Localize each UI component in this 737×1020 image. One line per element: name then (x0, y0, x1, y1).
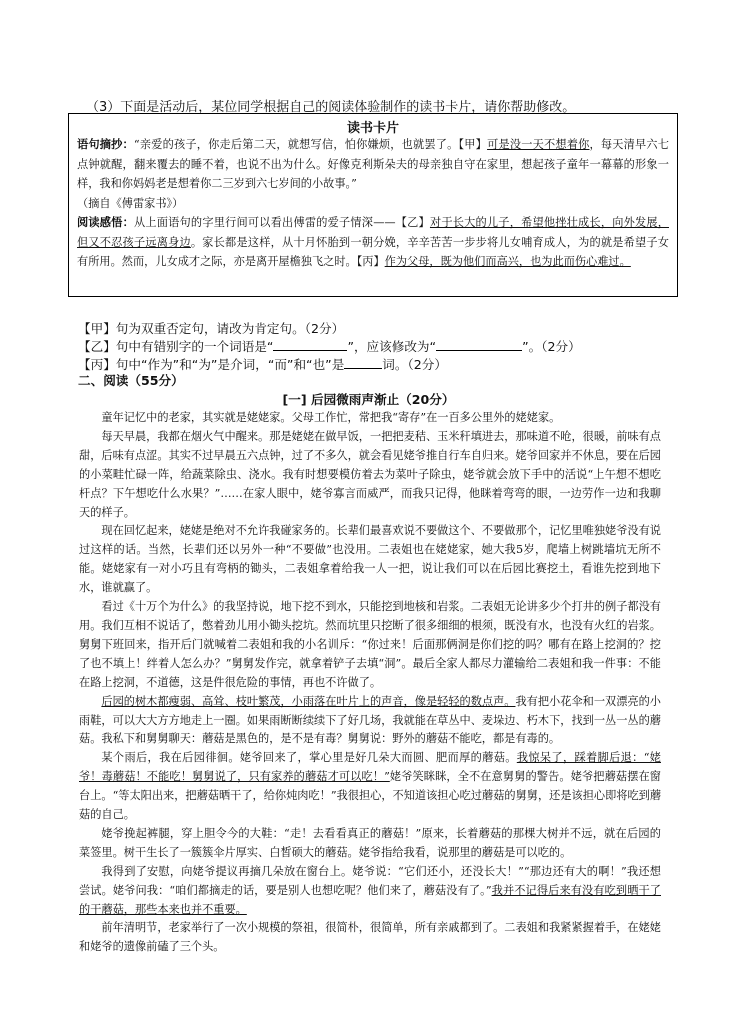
underlined-sentence: 我并不记得后来有没有吃到晒干了的干蘑菇，那些本来也并不重要。 (79, 883, 661, 916)
article-title: [一] 后园微雨声渐止（20分） (282, 392, 455, 407)
quote-underlined-jia: 可是没一天不想着你 (487, 138, 590, 151)
article-paragraph: 后园的树木都瘦弱、高耸、枝叶繁茂，小雨落在叶片上的声音，像是轻轻的数点声。我有把小花伞和一双漂亮的小雨鞋，可以大大方方地走上一圈。如果雨断断续续下了好几场，我就能在草丛中、麦垛边、朽木下，找到一丛一丛的蘑菇。我私下和舅舅聊天：蘑菇是黑色的，是不是有毒？舅舅说：野外的蘑菇不能吃，都是有毒的。 (79, 694, 661, 746)
article-paragraph: 我得到了安慰，向姥爷提议再摘几朵放在窗台上。姥爷说：“它们还小，还没长大！”“那边还有大的啊！”我还想尝试。姥爷问我：“咱们都摘走的话，要是别人也想吃呢？他们来了，蘑菇没有了。”我并不记得后来有没有吃到晒干了的干蘑菇，那些本来也并不重要。 (79, 864, 661, 916)
feeling-text-b: 。家长都是这样，从十月怀胎到一朝分娩，辛辛苦苦一步步将儿女哺育成人，为的就是希望子女有所用。然而，儿女成才之际，亦是离开屋檐独飞之时。【丙】 (77, 235, 669, 268)
quote-source: （摘自《傅雷家书》） (77, 196, 184, 210)
section-heading: 二、阅读（55分） (78, 373, 184, 388)
answer-blank-bing[interactable] (344, 356, 382, 369)
quote-text-a: “亲爱的孩子，你走后第二天，就想写信，怕你嫌烦，也就罢了。【甲】 (133, 138, 488, 151)
question-yi: 【乙】句中有错别字的一个词语是“ ”，应该修改为“ ”。（2分） (78, 339, 581, 354)
feeling-text-a: 从上面语句的字里行间可以看出傅雷的爱子情深——【乙】 (133, 216, 430, 229)
article-paragraph: 看过《十万个为什么》的我坚持说，地下挖不到水，只能挖到地核和岩浆。二表姐无论讲多少个打井的例子都没有用。我们互相不说话了，憋着劲儿用小锄头挖坑。然而坑里只挖断了很多细细的根须，既没有水，也没有火红的岩浆。舅舅下班回来，指开后门就喊着二表姐和我的小名训斥：“你过来！后面那俩洞是你们挖的吗？哪有在路上挖洞的？挖了也不填上！绊着人怎么办？”舅舅发作完，就拿着铲子去填“洞”。最后全家人都尽力灌输给二表姐和我一件事：不能在路上挖洞，不道德，这是件很危险的事情，再也不许做了。 (79, 600, 661, 689)
question-3-prompt: （3）下面是活动后，某位同学根据自己的阅读体验制作的读书卡片，请你帮助修改。 (86, 100, 576, 115)
answer-blank-yi-2[interactable] (436, 338, 522, 351)
article-paragraph: 前年清明节，老家举行了一次小规模的祭祖，很简朴，很简单，所有亲戚都到了。二表姐和我紧紧握着手，在姥姥和姥爷的遗像前磕了三个头。 (79, 921, 661, 954)
question-bing: 【丙】句中“作为”和“为”是介词，“而”和“也”是 词。（2分） (78, 357, 447, 372)
article-paragraph: 姥爷挽起裤腿，穿上胆令今的大鞋：“走！去看看真正的蘑菇！”原来，长着蘑菇的那棵大树并不远，就在后园的菜签里。树干生长了一簇簇伞片厚实、白皙硕大的蘑菇。姥爷指给我看，说那里的蘑菇是可以吃的。 (79, 826, 661, 859)
article-body (79, 409, 661, 957)
question-jia: 【甲】句为双重否定句，请改为肯定句。（2分） (78, 321, 345, 336)
feeling-underlined-bing: 作为父母，既为他们而高兴，也为此而伤心难过。 (384, 255, 631, 268)
feeling-underlined-yi: 对于长大的儿子，希望他挫壮成长，向外发展，但又不忍孩子远离身边 (77, 216, 669, 249)
underlined-sentence: 我惊呆了，踩着脚后退：“姥爷！毒蘑菇！不能吃！舅舅说了，只有家养的蘑菇才可以吃！” (79, 751, 661, 784)
feeling-paragraph (77, 213, 669, 272)
card-title: 读书卡片 (346, 121, 399, 136)
reading-card (68, 113, 678, 297)
quote-paragraph (77, 135, 669, 194)
article-paragraph: 某个雨后，我在后园徘徊。姥爷回来了，掌心里是好几朵大而圆、肥而厚的蘑菇。我惊呆了，踩着脚后退：“姥爷！毒蘑菇！不能吃！舅舅说了，只有家养的蘑菇才可以吃！”姥爷笑眯眯，全不在意舅舅的警告。姥爷把蘑菇摆在窗台上。“等太阳出来，把蘑菇晒干了，给你炖肉吃！”我很担心，不知道该担心吃过蘑菇的舅舅，还是该担心即将吃到蘑菇的自己。 (79, 751, 662, 822)
quote-label: 语句摘抄： (77, 137, 134, 151)
feeling-label: 阅读感悟： (77, 215, 134, 229)
underlined-sentence: 后园的树木都瘦弱、高耸、枝叶繁茂，小雨落在叶片上的声音，像是轻轻的数点声。 (101, 694, 516, 708)
answer-blank-yi-1[interactable] (273, 338, 347, 351)
article-paragraph: 每天早晨，我都在烟火气中醒来。那是姥姥在做早饭，一把把麦秸、玉米秆填进去，那味道不呛，很暖，前味有点甜，后味有点涩。其实不过早晨五六点钟，过了不多久，就会看见姥爷推自行车自归来。姥爷回家并不休息，要在后园的小菜畦忙碌一阵，给蔬菜除虫、浇水。我有时想要模仿着去为菜叶子除虫，姥爷就会放下手中的活说“上午想不想吃杆点？下午想吃什么水果？”……在家人眼中，姥爷寡言而威严，而我只记得，他眯着弯弯的眼，一边劳作一边和我聊天的样子。 (79, 429, 661, 519)
quote-text-b: ，每天清早六七点钟就醒，翻来覆去的睡不着，也说不出为什么。好像克利斯朵夫的母亲独自守在家里，想起孩子童年一幕幕的形象一样，我和你妈妈老是想着你二三岁到六七岁间的小故事。” (77, 138, 669, 190)
article-paragraph: 童年记忆中的老家，其实就是姥姥家。父母工作忙，常把我“寄存”在一百多公里外的姥姥家。 (101, 411, 561, 424)
article-paragraph: 现在回忆起来，姥姥是绝对不允许我碰家务的。长辈们最喜欢说不要做这个、不要做那个，记忆里唯独姥爷没有说过这样的话。当然，长辈们还以另外一种“不要做”也没用。二表姐也在姥姥家，她大我5岁，爬墙上树跳墙坑无所不能。姥姥家有一对小巧且有弯柄的锄头，二表姐拿着给我一人一把，说让我们可以在后园比赛挖土，看谁先挖到地下水，谁就赢了。 (79, 524, 661, 595)
